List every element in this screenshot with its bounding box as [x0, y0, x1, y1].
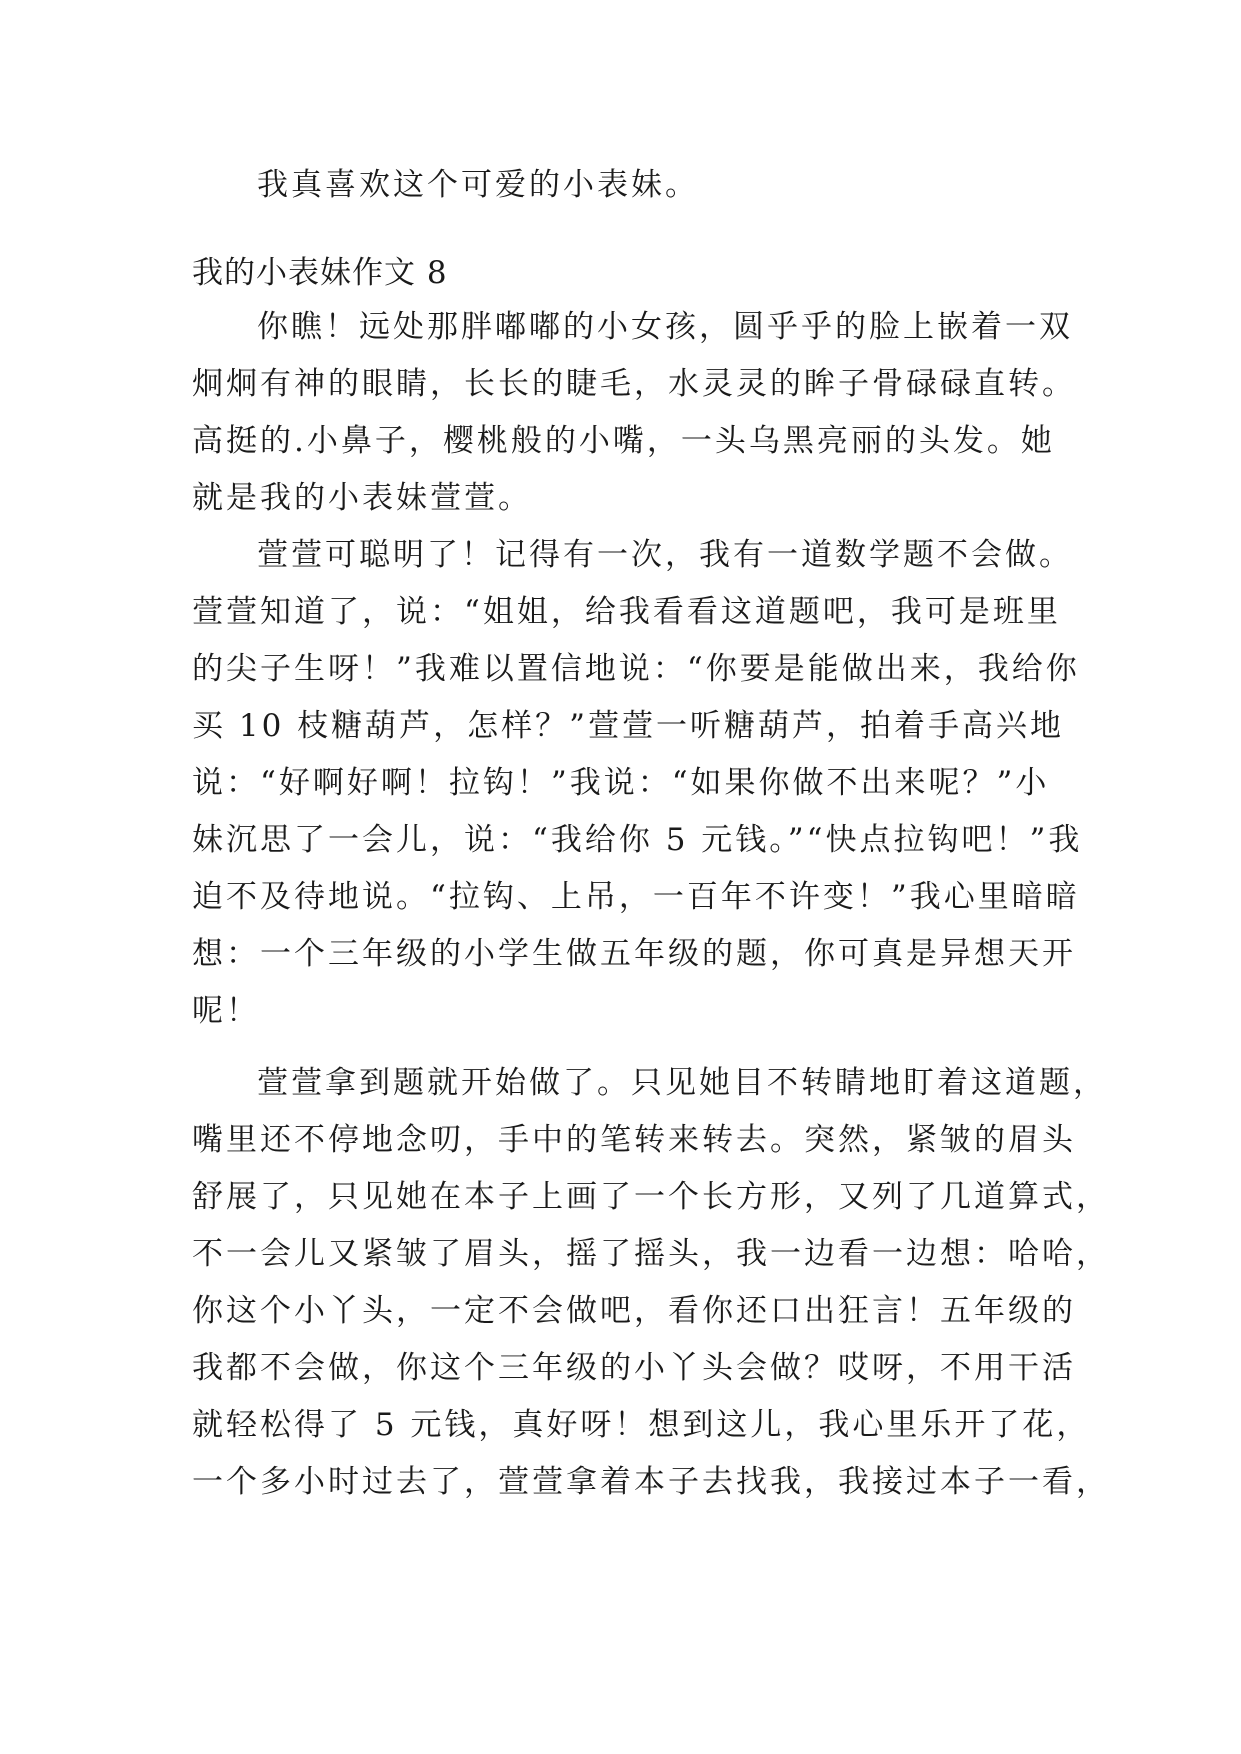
- paragraph-line: 萱萱拿到题就开始做了。只见她目不转睛地盯着这道题，: [257, 1065, 1107, 1101]
- paragraph-line: 你这个小丫头，一定不会做吧，看你还口出狂言！五年级的: [192, 1293, 1076, 1329]
- paragraph-line: 妹沉思了一会儿，说：“我给你 5 元钱。”“快点拉钩吧！”我: [192, 822, 1083, 858]
- section-title: 我的小表妹作文 8: [192, 255, 448, 291]
- paragraph-line: 就是我的小表妹萱萱。: [192, 480, 532, 516]
- paragraph-line: 呢！: [192, 993, 260, 1029]
- paragraph-line: 不一会儿又紧皱了眉头，摇了摇头，我一边看一边想：哈哈，: [192, 1236, 1110, 1272]
- paragraph-line: 你瞧！远处那胖嘟嘟的小女孩，圆乎乎的脸上嵌着一双: [257, 309, 1073, 345]
- paragraph-line: 想：一个三年级的小学生做五年级的题，你可真是异想天开: [192, 936, 1076, 972]
- paragraph-line: 炯炯有神的眼睛，长长的睫毛，水灵灵的眸子骨碌碌直转。: [192, 366, 1076, 402]
- paragraph-line: 迫不及待地说。“拉钩、上吊，一百年不许变！”我心里暗暗: [192, 879, 1080, 915]
- intro-paragraph: 我真喜欢这个可爱的小表妹。: [257, 167, 699, 203]
- paragraph-line: 舒展了，只见她在本子上画了一个长方形，又列了几道算式，: [192, 1179, 1110, 1215]
- paragraph-line: 买 10 枝糖葫芦，怎样？”萱萱一听糖葫芦，拍着手高兴地: [192, 708, 1064, 744]
- paragraph-line: 我都不会做，你这个三年级的小丫头会做？哎呀，不用干活: [192, 1350, 1076, 1386]
- paragraph-line: 萱萱知道了，说：“姐姐，给我看看这道题吧，我可是班里: [192, 594, 1061, 630]
- paragraph-line: 嘴里还不停地念叨，手中的笔转来转去。突然，紧皱的眉头: [192, 1122, 1076, 1158]
- paragraph-line: 的尖子生呀！”我难以置信地说：“你要是能做出来，我给你: [192, 651, 1080, 687]
- paragraph-line: 一个多小时过去了，萱萱拿着本子去找我，我接过本子一看，: [192, 1464, 1110, 1500]
- paragraph-line: 就轻松得了 5 元钱，真好呀！想到这儿，我心里乐开了花，: [192, 1407, 1091, 1443]
- paragraph-line: 高挺的.小鼻子，樱桃般的小嘴，一头乌黑亮丽的头发。她: [192, 423, 1055, 459]
- paragraph-line: 萱萱可聪明了！记得有一次，我有一道数学题不会做。: [257, 537, 1073, 573]
- paragraph-line: 说：“好啊好啊！拉钩！”我说：“如果你做不出来呢？”小: [192, 765, 1050, 801]
